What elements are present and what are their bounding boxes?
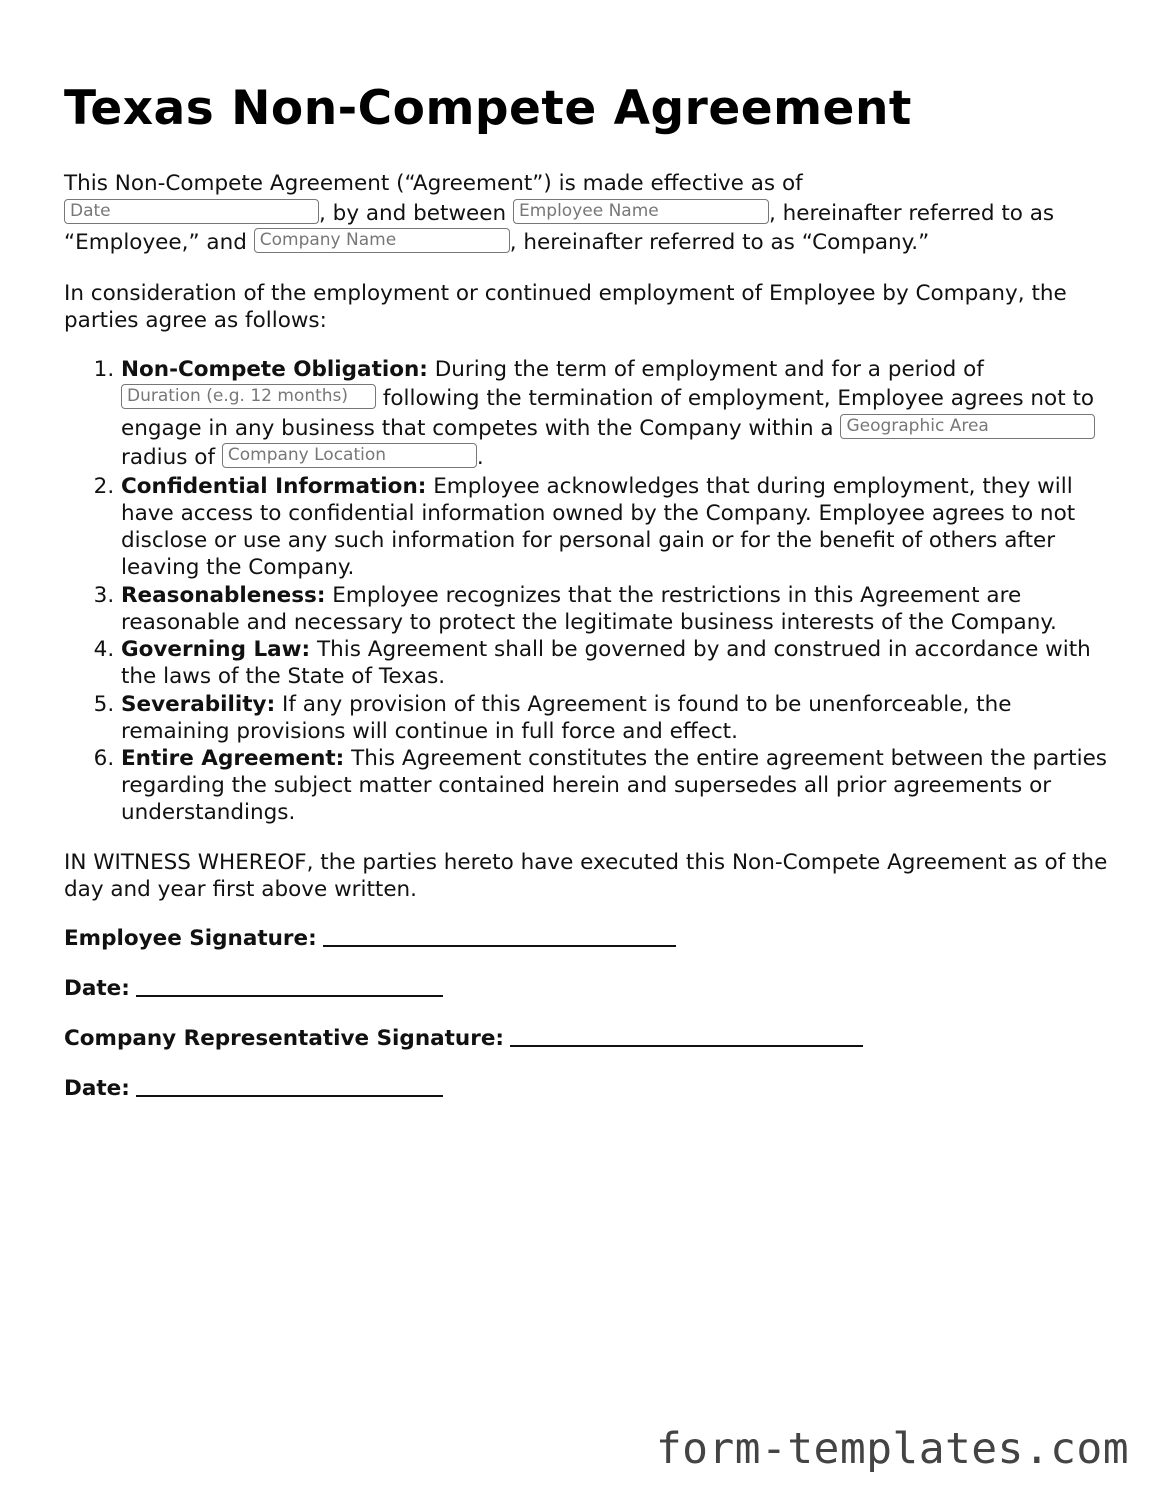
clause-text: following the termination of employment, Employee agrees not to engage in any business that competes with the Company within a: [121, 386, 1095, 441]
clause-heading: Reasonableness:: [121, 582, 326, 608]
witness-paragraph: IN WITNESS WHEREOF, the parties hereto have executed this Non-Compete Agreement as of the day and year first above written.: [64, 849, 1108, 902]
clause-heading: Non-Compete Obligation:: [121, 356, 428, 382]
company-date-row: [64, 1075, 1109, 1103]
intro-paragraph: [64, 169, 1109, 258]
clause-governing-law: [121, 636, 1109, 690]
geographic-area-field[interactable]: Geographic Area: [840, 414, 1095, 439]
page-title: Texas Non-Compete Agreement: [64, 81, 912, 136]
date-label: Date:: [64, 1075, 130, 1101]
date-label: Date:: [64, 975, 130, 1001]
intro-text-3: , hereinafter referred to as “Employee,” and: [64, 200, 1055, 255]
employee-signature-label: Employee Signature:: [64, 925, 317, 951]
clause-reasonableness: [121, 582, 1109, 636]
company-location-field[interactable]: Company Location: [222, 443, 477, 468]
company-signature-line[interactable]: [510, 1025, 863, 1047]
clause-text: This Agreement shall be governed by and construed in accordance with the laws of the State of Texas.: [121, 637, 1091, 690]
date-field[interactable]: Date: [64, 199, 319, 224]
company-date-line[interactable]: [136, 1075, 443, 1097]
intro-text-2: , by and between: [319, 200, 507, 226]
clause-text: If any provision of this Agreement is found to be unenforceable, the remaining provisions will continue in full force and effect.: [121, 691, 1012, 744]
employee-signature-row: [64, 925, 1109, 953]
intro-text-4: , hereinafter referred to as “Company.”: [509, 230, 930, 255]
employee-date-line[interactable]: [136, 975, 443, 997]
clause-heading: Entire Agreement:: [121, 745, 345, 771]
clause-entire-agreement: [121, 745, 1109, 827]
employee-date-row: [64, 975, 1109, 1003]
clauses-list: [64, 356, 1109, 827]
clause-non-compete: [121, 356, 1109, 473]
company-signature-row: [64, 1025, 1109, 1053]
clause-text: Employee acknowledges that during employment, they will have access to confidential information owned by the Company. Employee agrees to not disclose or use any such information for personal gain or for the benefit of others after leaving the Company.: [121, 473, 1076, 581]
clause-severability: [121, 691, 1109, 745]
employee-signature-line[interactable]: [323, 925, 676, 947]
clause-text: radius of: [121, 445, 222, 471]
clause-text: Employee recognizes that the restrictions in this Agreement are reasonable and necessary to protect the legitimate business interests of the Company.: [121, 582, 1057, 635]
clause-text: .: [476, 445, 484, 471]
clause-heading: Severability:: [121, 691, 276, 717]
clause-text: During the term of employment and for a period of: [427, 356, 984, 382]
document-page: [64, 78, 1109, 1103]
clause-heading: Governing Law:: [121, 637, 311, 663]
duration-field[interactable]: Duration (e.g. 12 months): [121, 384, 376, 409]
clause-heading: Confidential Information:: [121, 473, 427, 499]
company-name-field[interactable]: Company Name: [254, 228, 510, 253]
consideration-paragraph: In consideration of the employment or continued employment of Employee by Company, the parties agree as follows:: [64, 280, 1067, 333]
company-signature-label: Company Representative Signature:: [64, 1025, 504, 1051]
clause-text: This Agreement constitutes the entire agreement between the parties regarding the subject matter contained herein and supersedes all prior agreements or understandings.: [121, 745, 1108, 826]
clause-confidential-information: [121, 473, 1109, 582]
employee-name-field[interactable]: Employee Name: [513, 199, 769, 224]
watermark: form-templates.com: [655, 1424, 1129, 1474]
intro-text-1: This Non-Compete Agreement (“Agreement”) is made effective as of: [64, 171, 803, 196]
